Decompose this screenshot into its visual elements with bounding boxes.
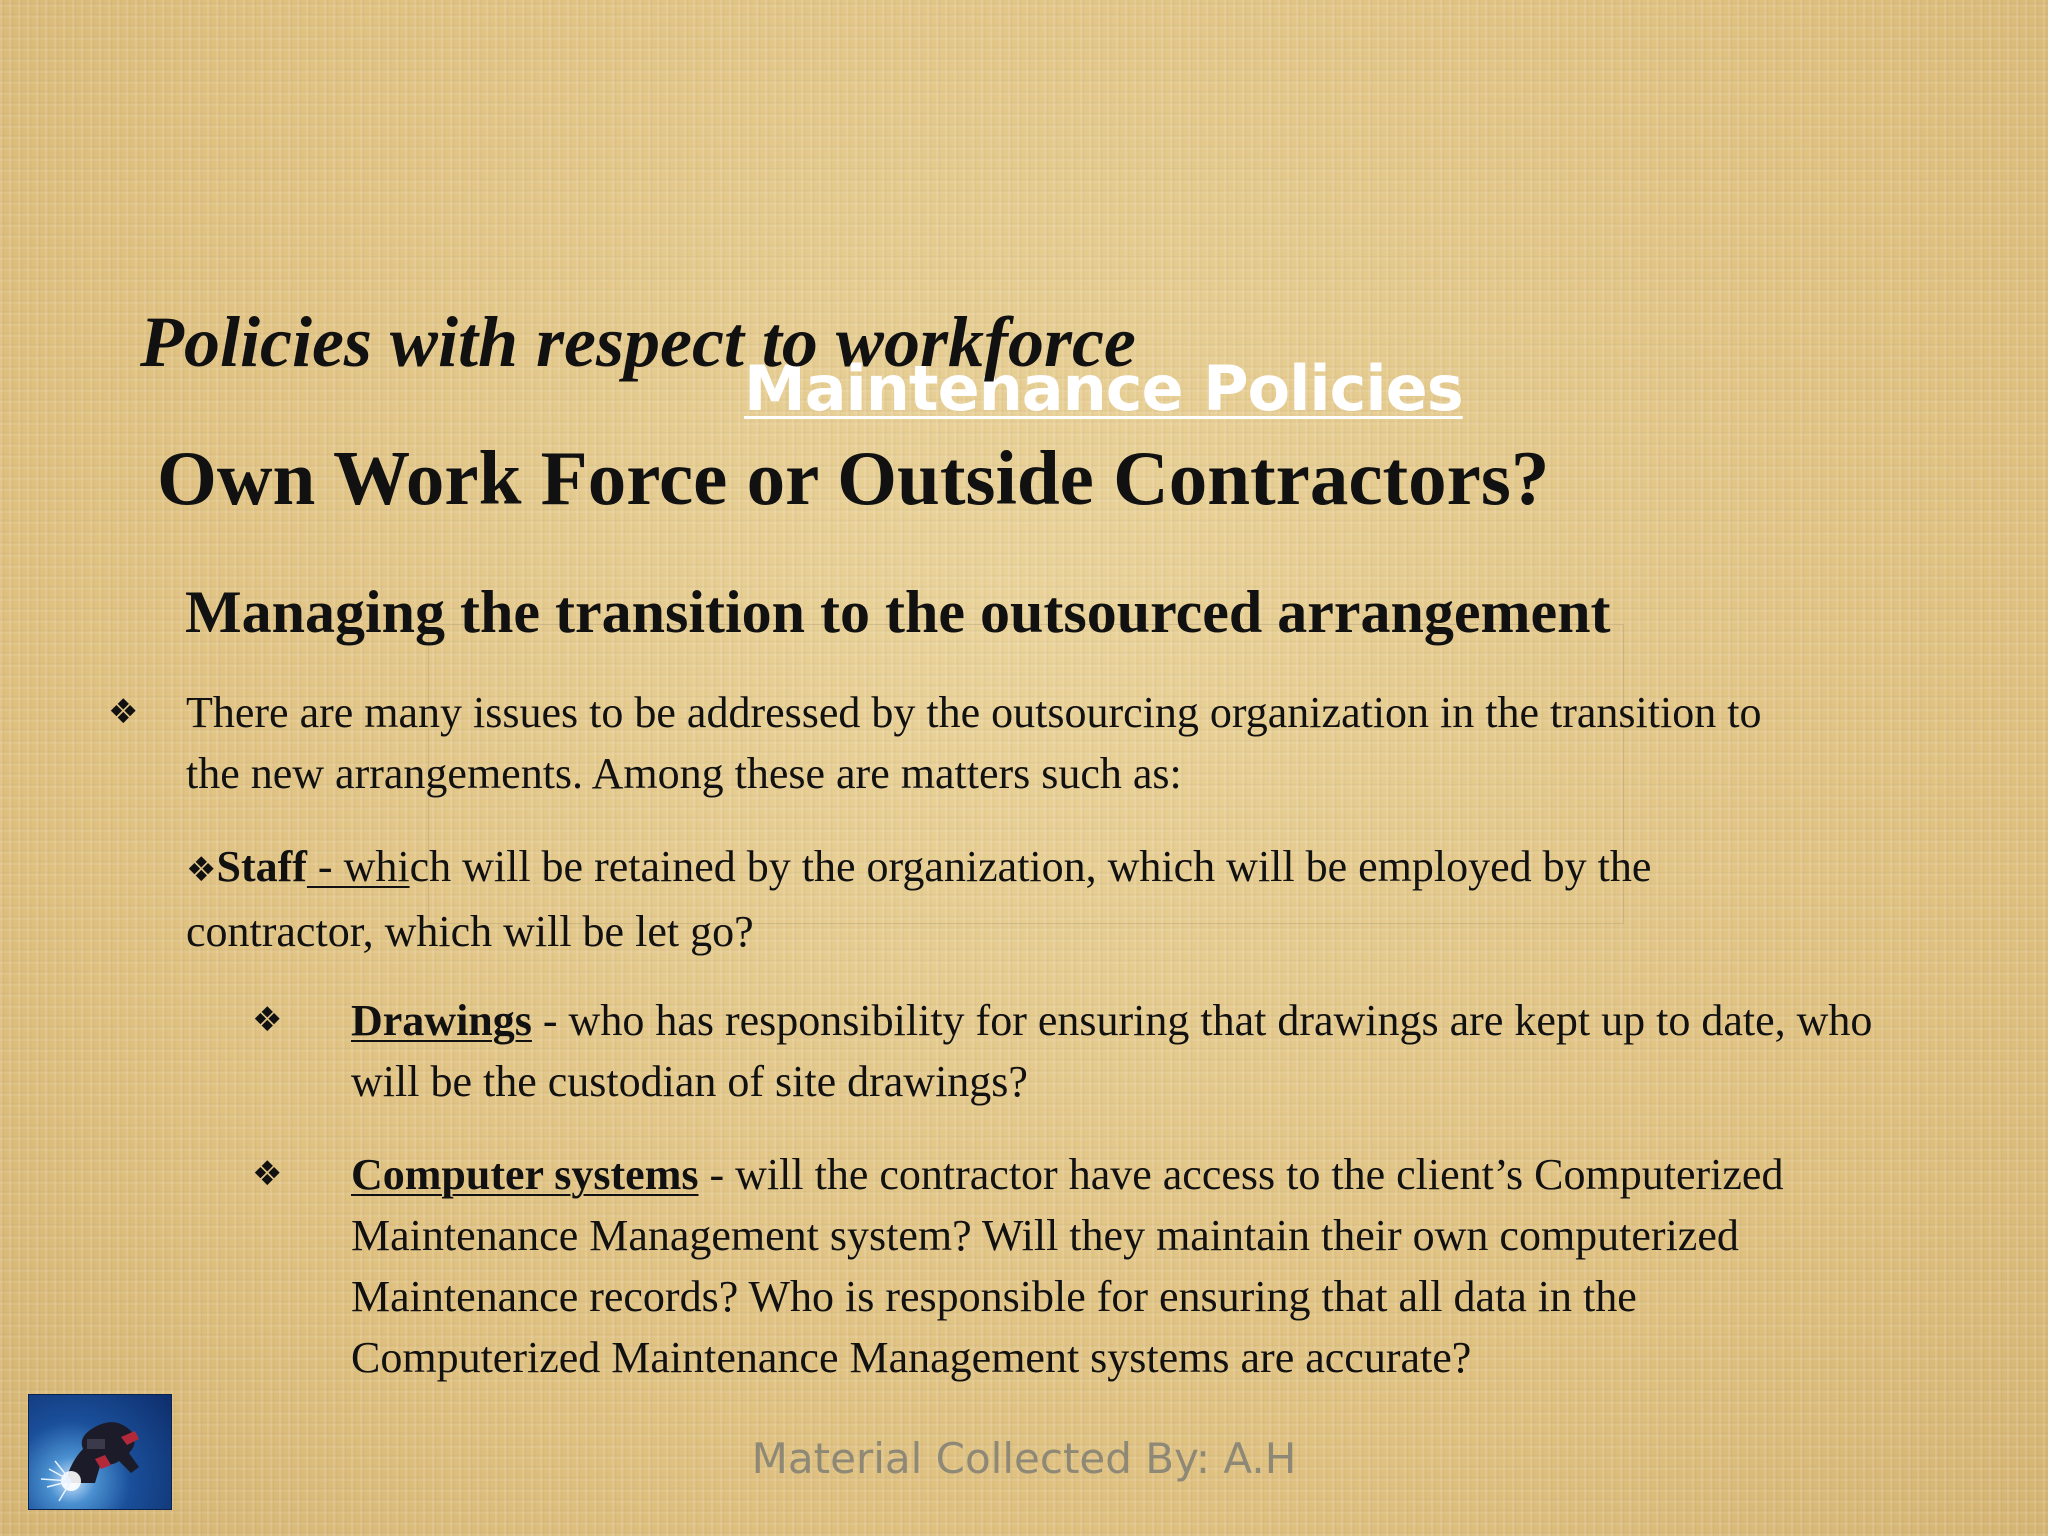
- bullet-diamond-icon: ❖: [108, 692, 139, 732]
- staff-text: ch will be retained by the organization, which will be employed by the contractor, which will be let go?: [186, 842, 1652, 956]
- drawings-term: Drawings: [351, 996, 532, 1045]
- list-item-computer-systems: [0, 1144, 2048, 1464]
- bullet-diamond-icon: ❖: [252, 1154, 283, 1194]
- ghost-slide-title: Maintenance Policies: [744, 352, 1463, 425]
- footer-text: Material Collected By: A.H: [751, 1434, 1297, 1483]
- bullet-diamond-icon: ❖: [186, 850, 217, 890]
- bullet-diamond-icon: ❖: [252, 1000, 283, 1040]
- computer-text: - will the contractor have access to the client’s Computerized Maintenance Management system? Will they maintain their own computerized Maintenance records? Who is responsible for ensuring that all data in the Computerized Maintenance Management systems are accurate?: [351, 1150, 1784, 1382]
- drawings-text: - who has responsibility for ensuring that drawings are kept up to date, who will be the custodian of site drawings?: [351, 996, 1873, 1106]
- staff-dash: - whi: [306, 842, 410, 891]
- list-item-staff: [0, 836, 2048, 966]
- drawings-paragraph: [351, 990, 1911, 1112]
- list-item-intro: [0, 682, 2048, 812]
- computer-term: Computer systems: [351, 1150, 699, 1199]
- policies-heading: Policies with respect to workforce: [140, 302, 1136, 382]
- staff-paragraph: [186, 836, 1846, 962]
- computer-paragraph: [351, 1144, 1891, 1388]
- footer-credit: [0, 1434, 2048, 1483]
- page-title: Own Work Force or Outside Contractors?: [157, 435, 1550, 521]
- intro-text: There are many issues to be addressed by the outsourcing organization in the transition to the new arrangements. Among these are matters such as:: [186, 688, 1762, 798]
- staff-term: Staff: [216, 842, 307, 891]
- section-subtitle: Managing the transition to the outsourced arrangement: [185, 579, 1611, 645]
- list-item-drawings: [0, 990, 2048, 1120]
